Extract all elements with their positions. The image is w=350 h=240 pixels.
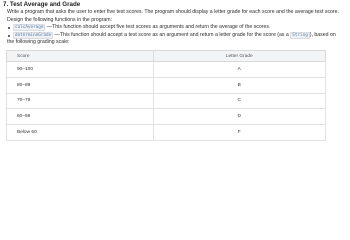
grade-cell: A	[153, 62, 325, 78]
grade-cell: D	[153, 109, 325, 125]
function-description: —This function should accept a test score as an argument and return a letter grade for the score (as a	[54, 31, 289, 38]
score-cell: Below 60	[7, 125, 154, 141]
table-row	[7, 62, 326, 78]
function-list	[3, 24, 343, 39]
document-body	[3, 1, 343, 47]
section-number: 7.	[3, 1, 9, 8]
function-item-calc-average	[13, 24, 343, 32]
table-row	[7, 93, 326, 109]
table-row	[7, 77, 326, 93]
section-title: Test Average and Grade	[9, 1, 81, 8]
score-cell: 60–69	[7, 109, 154, 125]
grade-cell: F	[153, 125, 325, 141]
grading-scale-table	[6, 50, 326, 141]
table-header-row	[7, 51, 326, 62]
score-cell: 70–79	[7, 93, 154, 109]
function-name-code: determineGrade	[15, 32, 52, 38]
header-score: Score	[7, 51, 154, 62]
function-description: —This function should accept five test scores as arguments and return the average of the scores.	[46, 24, 271, 31]
table-row	[7, 109, 326, 125]
table-row	[7, 125, 326, 141]
score-cell: 80–89	[7, 77, 154, 93]
intro-paragraph: Write a program that asks the user to enter five test scores. The program should display a letter grade for each score and the average test score.	[7, 9, 339, 15]
score-cell: 90–100	[7, 62, 154, 78]
section-heading	[3, 1, 343, 9]
grade-cell: C	[153, 93, 325, 109]
header-letter-grade: Letter Grade	[153, 51, 325, 62]
function-description-tail: ), based on	[309, 31, 336, 38]
grade-cell: B	[153, 77, 325, 93]
type-code: String	[292, 32, 308, 38]
function-item-determine-grade	[13, 32, 343, 40]
scale-intro: the following grading scale:	[7, 39, 70, 46]
function-name-code: calcAverage	[15, 25, 44, 31]
design-intro: Design the following functions in the program:	[7, 16, 112, 23]
